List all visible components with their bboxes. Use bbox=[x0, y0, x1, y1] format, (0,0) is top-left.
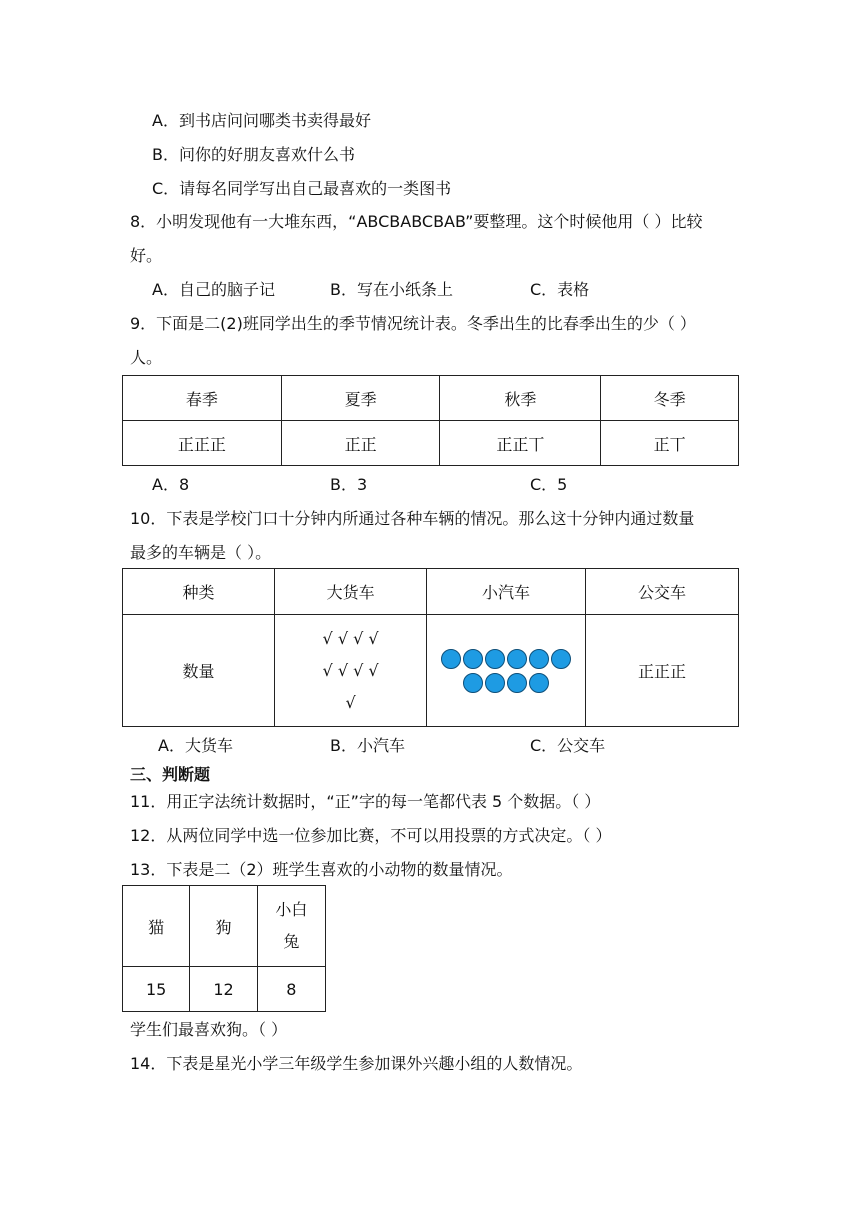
q8-option-b: B．写在小纸条上 bbox=[330, 280, 453, 299]
q8-option-a: A．自己的脑子记 bbox=[152, 280, 275, 299]
bus-tally: 正正正 bbox=[585, 615, 738, 727]
car-circle bbox=[507, 673, 527, 693]
q12-statement: 12．从两位同学中选一位参加比赛，不可以用投票的方式决定。（ ） bbox=[130, 826, 612, 845]
season-tally: 正正正 bbox=[123, 421, 282, 466]
vehicle-header: 公交车 bbox=[585, 569, 738, 615]
vehicle-header: 小汽车 bbox=[427, 569, 586, 615]
car-circle bbox=[463, 649, 483, 669]
q9-option-b: B．3 bbox=[330, 475, 368, 494]
season-header: 夏季 bbox=[281, 376, 440, 421]
truck-check-marks bbox=[275, 615, 427, 727]
q8-question: 8．小明发现他有一大堆东西，“ABCBABCBAB”要整理。这个时候他用（ ）比较 bbox=[130, 212, 703, 231]
season-header: 冬季 bbox=[601, 376, 739, 421]
season-table bbox=[122, 375, 739, 466]
q13-statement: 学生们最喜欢狗。（ ） bbox=[130, 1020, 288, 1039]
q9-option-c: C．5 bbox=[530, 475, 568, 494]
q7-option-c: C．请每名同学写出自己最喜欢的一类图书 bbox=[152, 179, 452, 198]
q10-option-c: C．公交车 bbox=[530, 736, 606, 755]
car-circles bbox=[427, 615, 586, 727]
animal-count: 8 bbox=[257, 967, 325, 1012]
q10-option-b: B．小汽车 bbox=[330, 736, 405, 755]
season-tally: 正丅 bbox=[601, 421, 739, 466]
q10-option-a: A．大货车 bbox=[158, 736, 233, 755]
car-circle bbox=[551, 649, 571, 669]
animal-table bbox=[122, 885, 326, 1012]
q9-question-cont: 人。 bbox=[130, 348, 163, 367]
q14-question: 14．下表是星光小学三年级学生参加课外兴趣小组的人数情况。 bbox=[130, 1054, 583, 1073]
car-circle bbox=[529, 649, 549, 669]
q8-question-cont: 好。 bbox=[130, 246, 163, 265]
q7-option-b: B．问你的好朋友喜欢什么书 bbox=[152, 145, 355, 164]
season-tally: 正正 bbox=[281, 421, 440, 466]
car-circle bbox=[507, 649, 527, 669]
q13-question: 13．下表是二（2）班学生喜欢的小动物的数量情况。 bbox=[130, 860, 513, 879]
animal-header: 小白 兔 bbox=[257, 886, 325, 967]
q7-option-a: A．到书店问问哪类书卖得最好 bbox=[152, 111, 371, 130]
q10-question-cont: 最多的车辆是（ ）。 bbox=[130, 543, 272, 562]
car-circle bbox=[441, 649, 461, 669]
animal-header: 狗 bbox=[190, 886, 257, 967]
check-row: √ √ √ √ bbox=[322, 628, 379, 648]
check-row: √ √ √ √ bbox=[322, 660, 379, 680]
car-circle bbox=[529, 673, 549, 693]
season-tally: 正正丅 bbox=[440, 421, 601, 466]
section-title: 三、判断题 bbox=[130, 765, 211, 784]
animal-count: 15 bbox=[123, 967, 190, 1012]
car-circle bbox=[463, 673, 483, 693]
vehicle-header: 种类 bbox=[123, 569, 275, 615]
season-header: 春季 bbox=[123, 376, 282, 421]
car-circle bbox=[485, 649, 505, 669]
animal-count: 12 bbox=[190, 967, 257, 1012]
q10-question: 10．下表是学校门口十分钟内所通过各种车辆的情况。那么这十分钟内通过数量 bbox=[130, 509, 695, 528]
season-header: 秋季 bbox=[440, 376, 601, 421]
vehicle-row-label: 数量 bbox=[123, 615, 275, 727]
vehicle-table bbox=[122, 568, 739, 727]
check-row: √ bbox=[345, 692, 356, 712]
car-circle bbox=[485, 673, 505, 693]
vehicle-header: 大货车 bbox=[275, 569, 427, 615]
q9-question: 9．下面是二(2)班同学出生的季节情况统计表。冬季出生的比春季出生的少（ ） bbox=[130, 314, 696, 333]
q9-option-a: A．8 bbox=[152, 475, 190, 494]
animal-header: 猫 bbox=[123, 886, 190, 967]
q8-option-c: C．表格 bbox=[530, 280, 590, 299]
q11-statement: 11．用正字法统计数据时，“正”字的每一笔都代表 5 个数据。（ ） bbox=[130, 792, 601, 811]
